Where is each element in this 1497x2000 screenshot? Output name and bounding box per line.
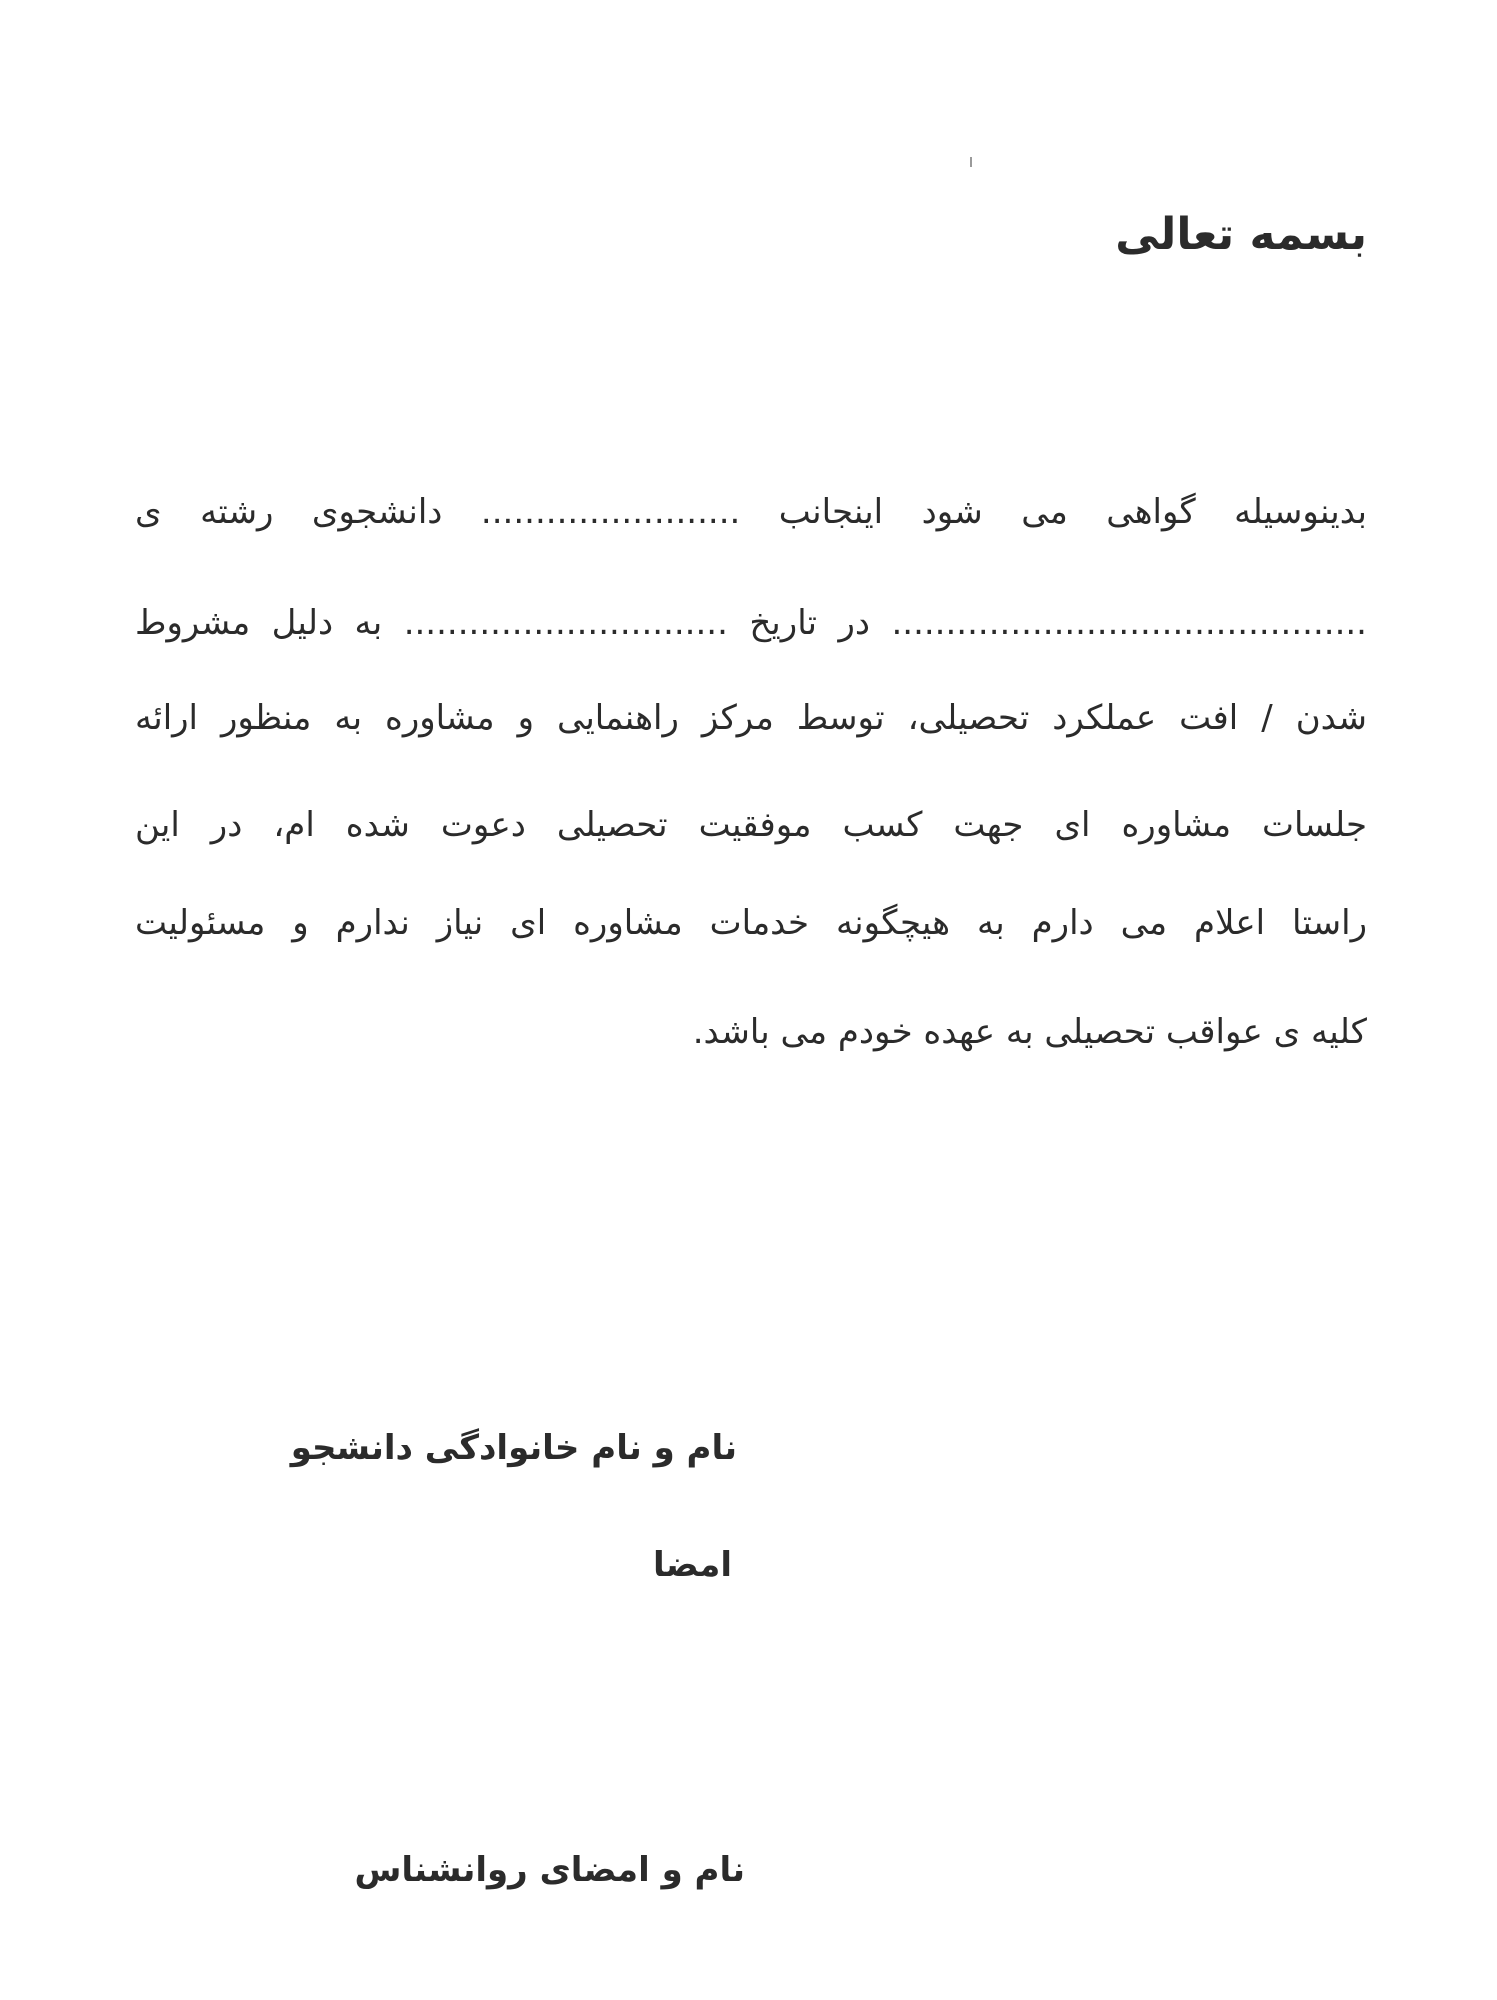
body-line-2-text-a: در تاریخ: [749, 603, 871, 643]
body-line-4: جلسات مشاوره ای جهت کسب موفقیت تحصیلی دعوت شده ام، در این: [135, 805, 1367, 845]
student-name-blank: ........................: [480, 492, 741, 532]
psychologist-signature-label: نام و امضای روانشناس: [354, 1850, 745, 1890]
date-blank: ..............................: [403, 603, 728, 643]
student-name-label: نام و نام خانوادگی دانشجو: [290, 1428, 737, 1468]
body-line-2-text-b: به دلیل مشروط: [135, 603, 383, 643]
scan-mark: [970, 157, 972, 167]
major-blank: ............................................: [891, 603, 1367, 643]
body-line-5: راستا اعلام می دارم به هیچگونه خدمات مشاوره ای نیاز ندارم و مسئولیت: [135, 903, 1367, 943]
body-line-1-text-a: بدینوسیله گواهی می شود اینجانب: [778, 492, 1367, 532]
body-line-1-text-b: دانشجوی رشته ی: [135, 492, 443, 532]
body-line-2: [135, 595, 1367, 651]
signature-label: امضا: [653, 1545, 732, 1585]
body-line-3: شدن / افت عملکرد تحصیلی، توسط مرکز راهنمایی و مشاوره به منظور ارائه: [135, 698, 1367, 738]
document-heading: بسمه تعالی: [1115, 209, 1367, 260]
body-line-6: کلیه ی عواقب تحصیلی به عهده خودم می باشد.: [692, 1012, 1367, 1052]
body-line-1: [135, 484, 1367, 540]
